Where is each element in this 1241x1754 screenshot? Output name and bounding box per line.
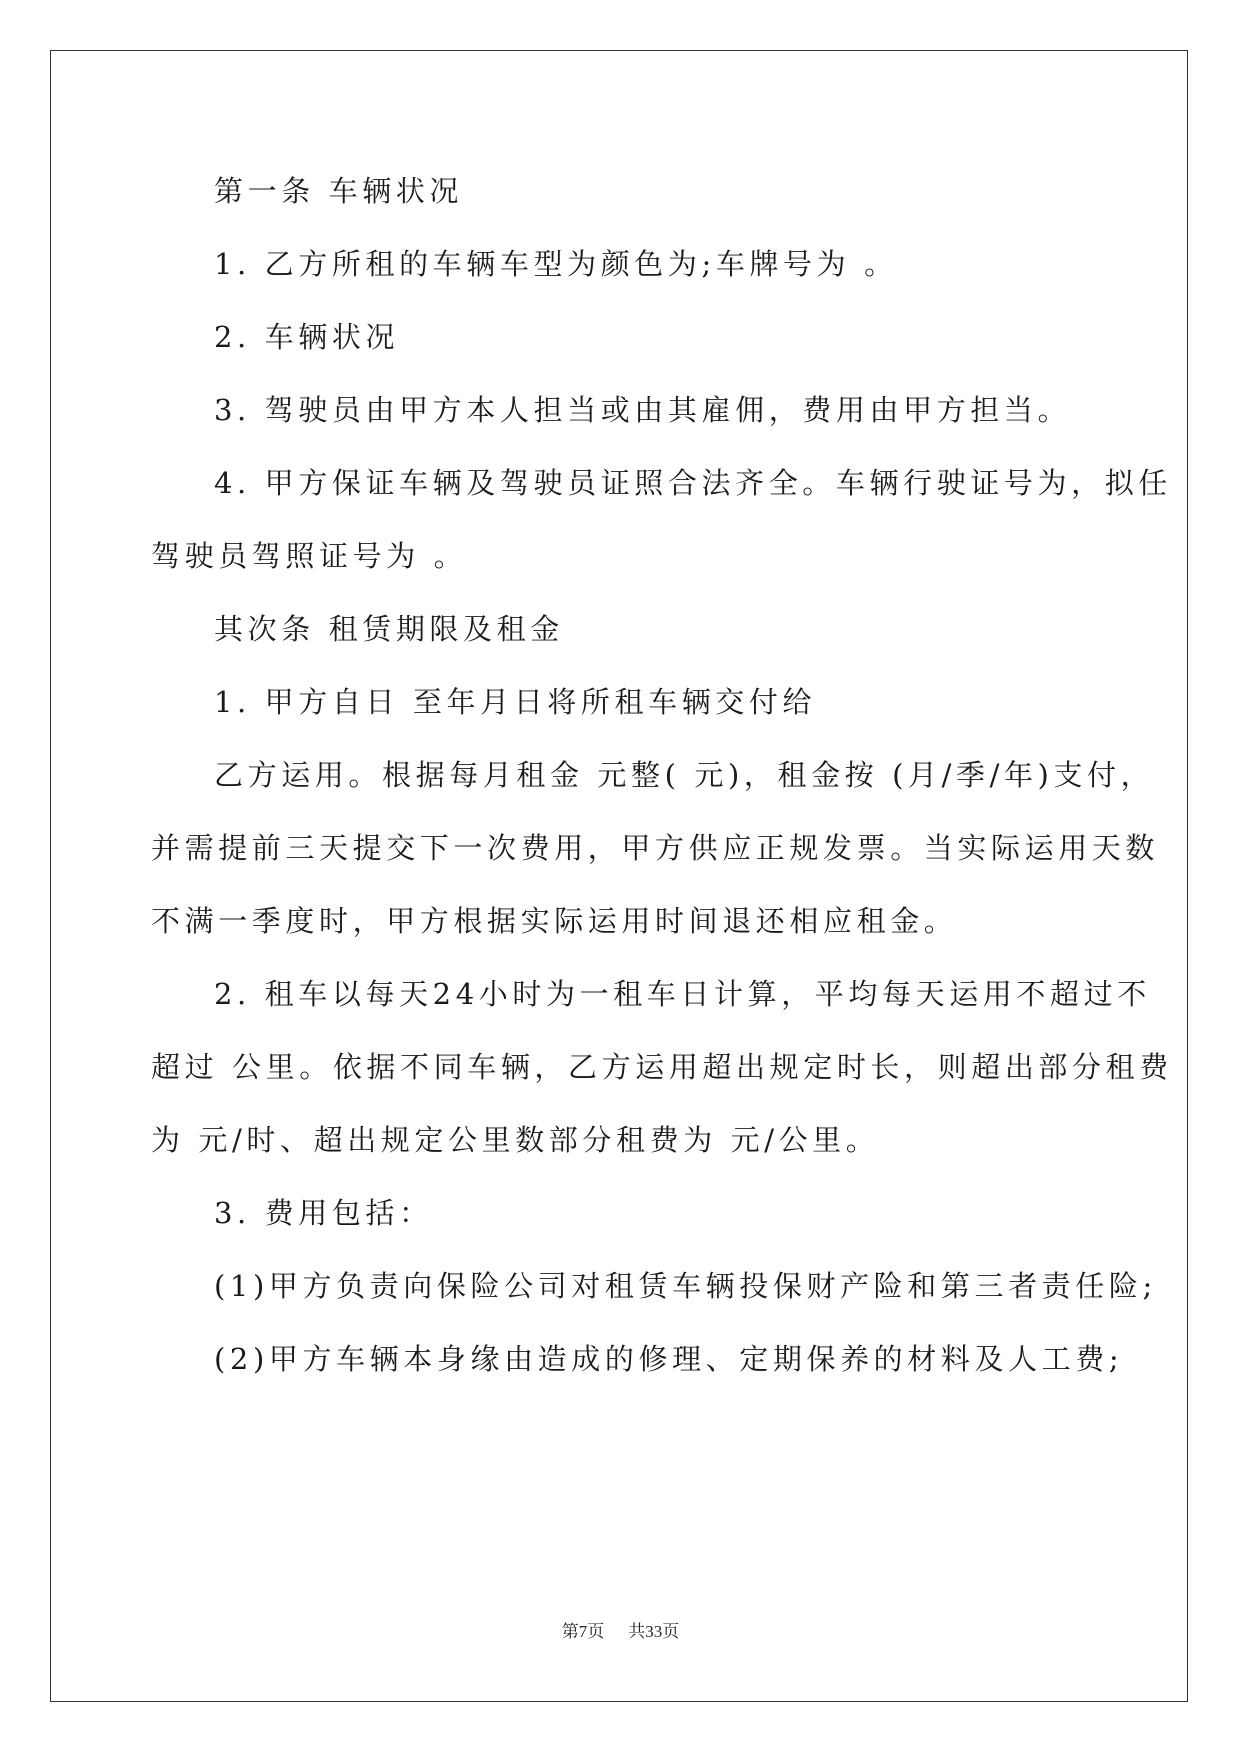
article-heading-2: 其次条 租赁期限及租金 [214,612,564,646]
article-heading-1: 第一条 车辆状况 [214,174,464,208]
paragraph-line: 超过 公里。依据不同车辆，乙方运用超出规定时长，则超出部分租费 [151,1050,1173,1084]
page-footer [0,1621,1241,1643]
page-border [50,50,1188,1702]
paragraph-line: 不满一季度时，甲方根据实际运用时间退还相应租金。 [151,904,958,938]
paragraph-line: 为 元/时、超出规定公里数部分租费为 元/公里。 [151,1123,880,1157]
paragraph-line: 乙方运用。根据每月租金 元整( 元)，租金按 (月/季/年)支付， [214,758,1155,792]
paragraph-line: 1. 甲方自日 至年月日将所租车辆交付给 [214,685,817,719]
page-number-total: 共33页 [628,1622,680,1641]
paragraph-line: 2. 车辆状况 [214,320,400,354]
paragraph-line: 3. 驾驶员由甲方本人担当或由其雇佣，费用由甲方担当。 [214,393,1072,427]
paragraph-line: 1. 乙方所租的车辆车型为颜色为;车牌号为 。 [214,247,898,281]
paragraph-line: 3. 费用包括： [214,1196,433,1230]
page-number-current: 第7页 [561,1622,605,1641]
paragraph-line: 驾驶员驾照证号为 。 [151,539,468,573]
paragraph-line: (1)甲方负责向保险公司对租赁车辆投保财产险和第三者责任险; [214,1269,1157,1303]
paragraph-line: 并需提前三天提交下一次费用，甲方供应正规发票。当实际运用天数 [151,831,1160,865]
paragraph-line: (2)甲方车辆本身缘由造成的修理、定期保养的材料及人工费; [214,1342,1124,1376]
paragraph-line: 2. 租车以每天24小时为一租车日计算，平均每天运用不超过不 [214,977,1151,1011]
paragraph-line: 4. 甲方保证车辆及驾驶员证照合法齐全。车辆行驶证号为，拟任 [214,466,1172,500]
